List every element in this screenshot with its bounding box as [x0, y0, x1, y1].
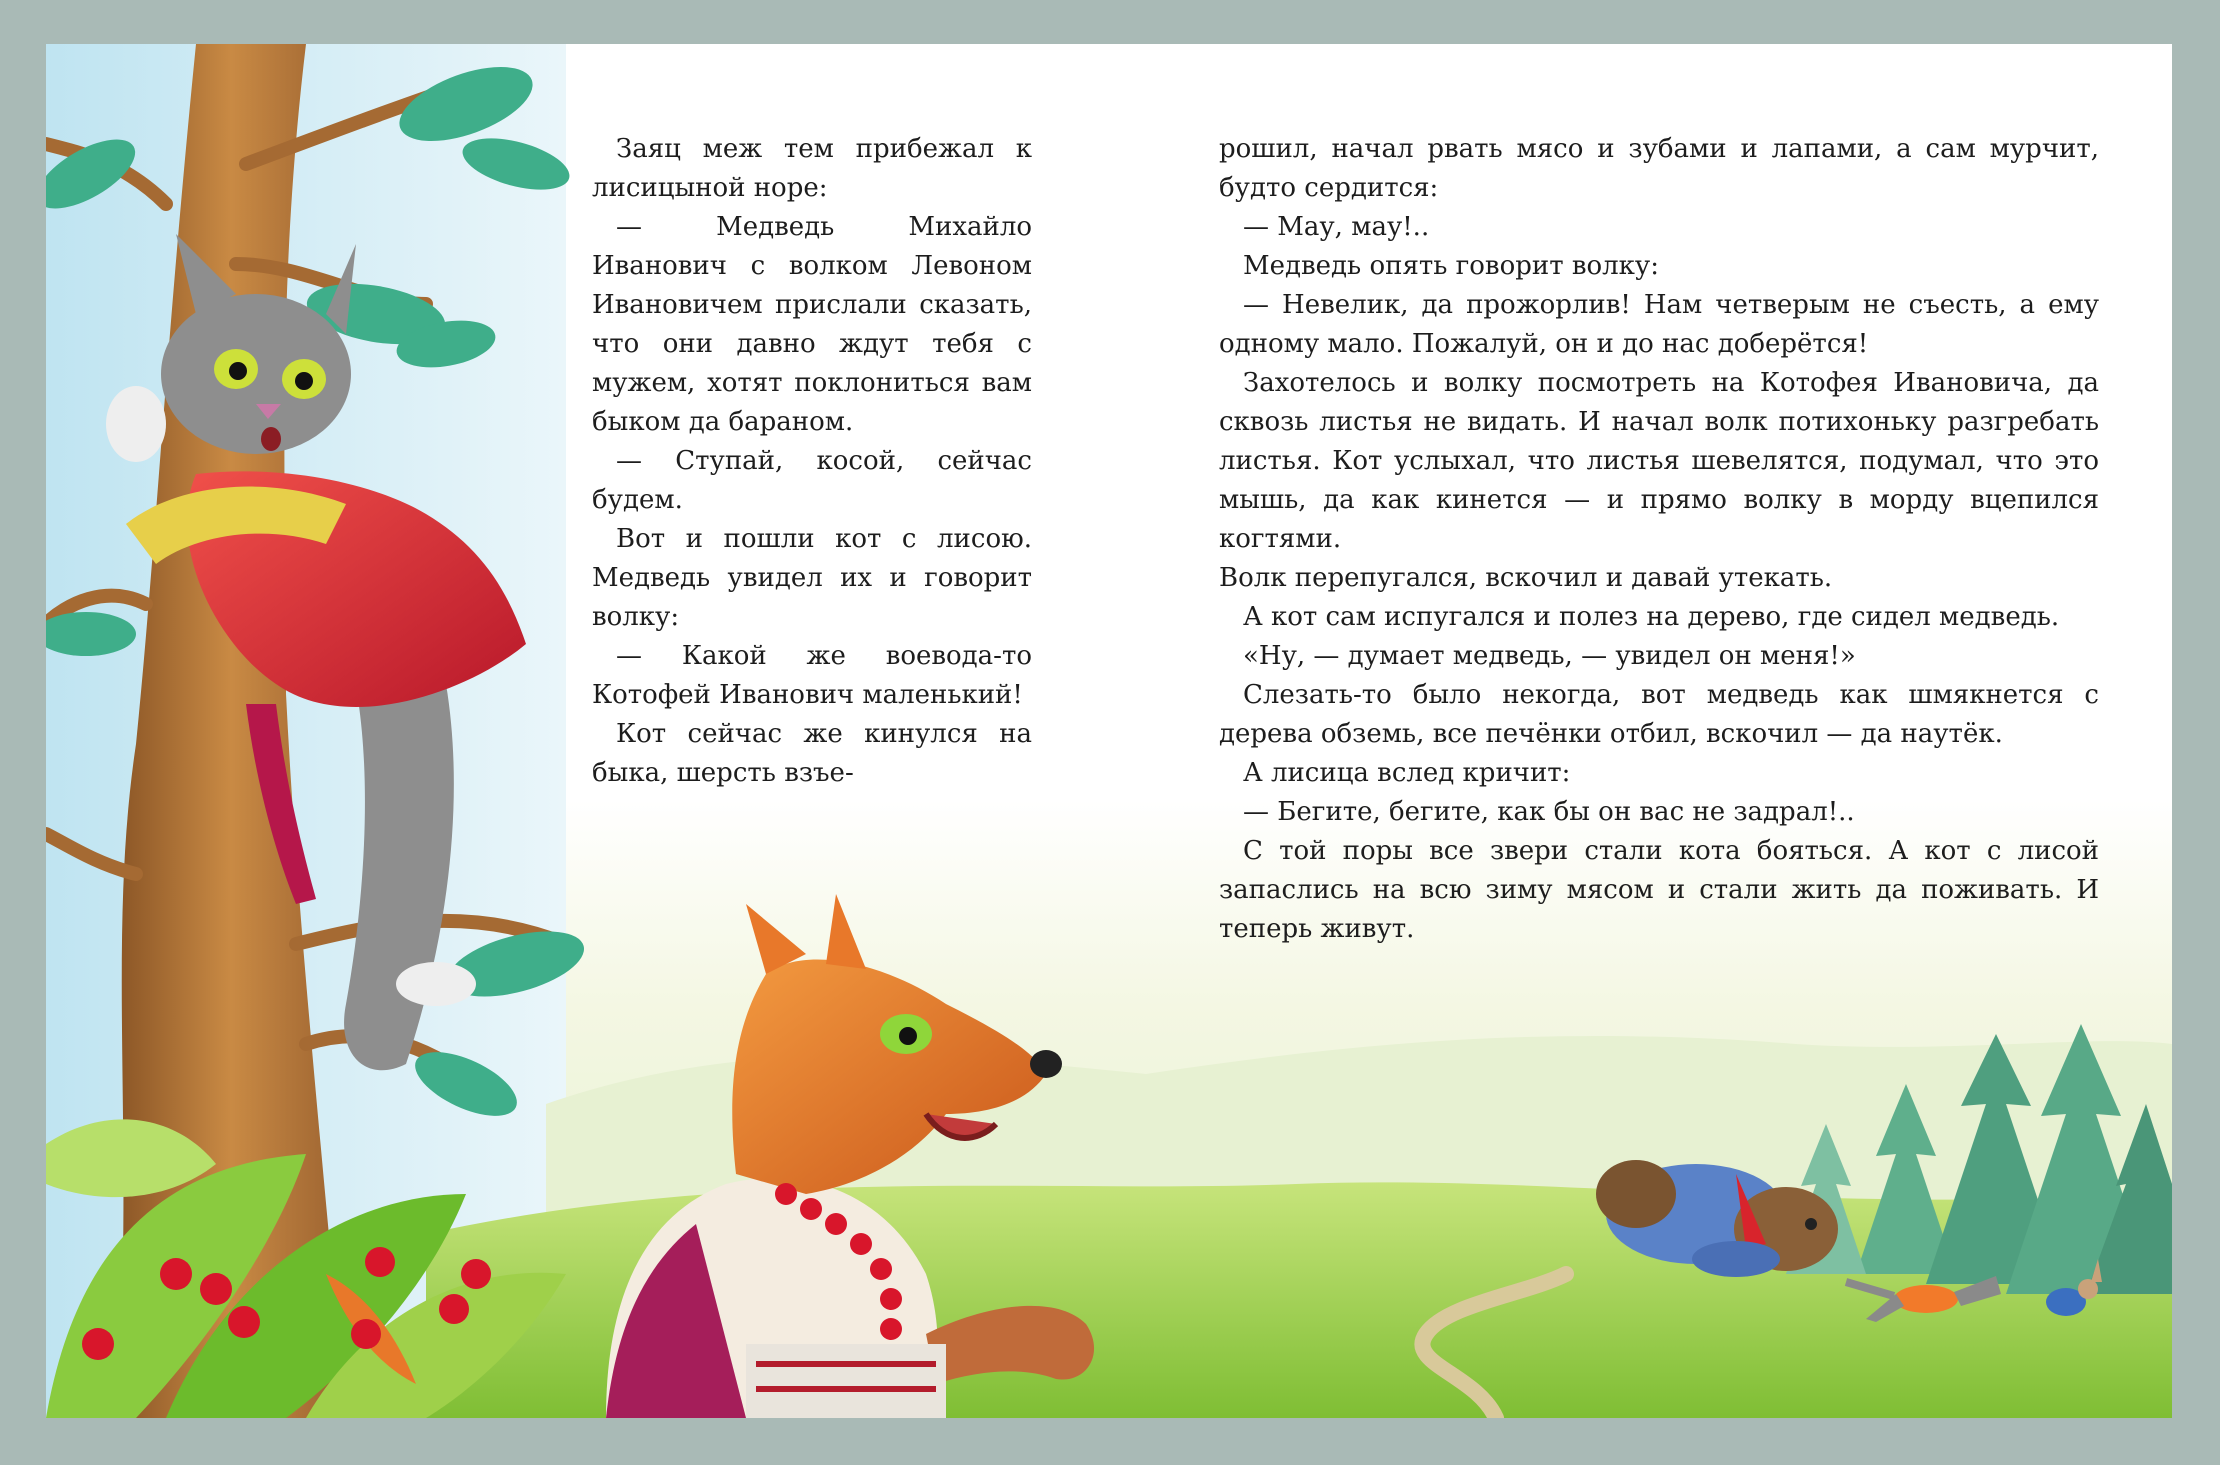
paragraph: Волк перепугался, вскочил и давай утекать.: [1219, 563, 1833, 593]
paragraph: А лисица вслед кричит:: [1243, 758, 1571, 788]
right-page-text: [1219, 130, 2099, 949]
paragraph: рошил, начал рвать мясо и зубами и лапами, а сам мурчит, будто сердится:: [1219, 134, 2099, 203]
paragraph: А кот сам испугался и полез на дерево, где сидел медведь.: [1243, 602, 2060, 632]
paragraph: Вот и пошли кот с лисою. Медведь увидел их и говорит волку:: [592, 524, 1032, 632]
paragraph: — Какой же воевода-то Котофей Иванович маленький!: [592, 641, 1032, 710]
book-spread: [46, 44, 2172, 1418]
paragraph: — Невелик, да прожорлив! Нам четверым не съесть, а ему одному мало. Пожалуй, он и до нас доберётся!: [1219, 290, 2099, 359]
paragraph: С той поры все звери стали кота бояться. А кот с лисой запаслись на всю зиму мясом и стали жить да поживать. И теперь живут.: [1219, 836, 2099, 944]
paragraph: — Медведь Михайло Иванович с волком Левоном Ивановичем прислали сказать, что они давно ждут тебя с мужем, хотят поклониться вам быком да бараном.: [592, 212, 1032, 437]
paragraph: «Ну, — думает медведь, — увидел он меня!»: [1243, 641, 1856, 671]
paragraph: Кот сейчас же кинулся на быка, шерсть взъе-: [592, 719, 1032, 788]
left-page-text: [592, 130, 1032, 793]
paragraph: — Мау, мау!..: [1243, 212, 1430, 242]
paragraph: Слезать-то было некогда, вот медведь как шмякнется с дерева обземь, все печёнки отбил, вскочил — да наутёк.: [1219, 680, 2099, 749]
paragraph: — Бегите, бегите, как бы он вас не задрал!..: [1243, 797, 1855, 827]
paragraph: Заяц меж тем прибежал к лисицыной норе:: [592, 134, 1032, 203]
paragraph: Медведь опять говорит волку:: [1243, 251, 1659, 281]
paragraph: Захотелось и волку посмотреть на Котофея Ивановича, да сквозь листья не видать. И начал волк потихоньку разгребать листья. Кот услыхал, что листья шевелятся, подумал, что это мышь, да как кинется — и прямо волку в морду вцепился когтями.: [1219, 368, 2099, 554]
paragraph: — Ступай, косой, сейчас будем.: [592, 446, 1032, 515]
